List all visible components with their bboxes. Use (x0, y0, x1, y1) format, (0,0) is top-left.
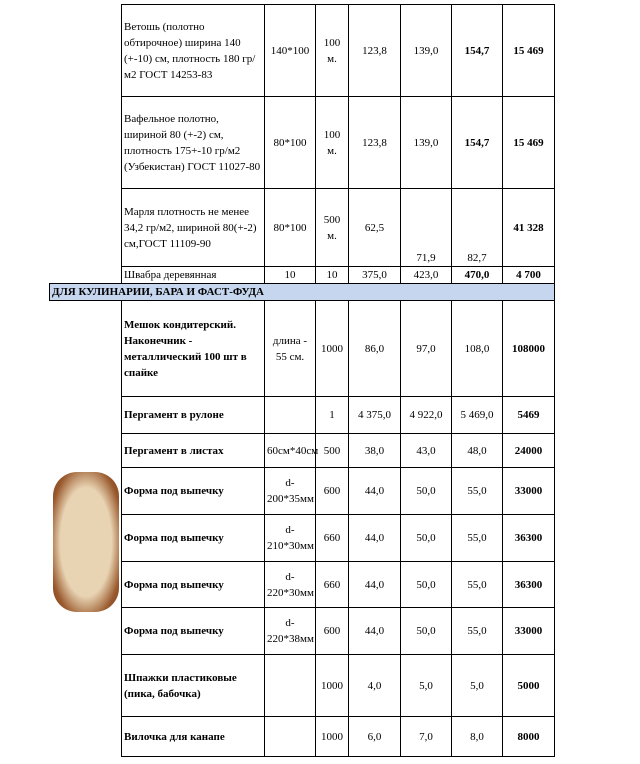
product-name: Форма под выпечку (122, 515, 265, 562)
product-name: Форма под выпечку (122, 468, 265, 515)
price-3: 55,0 (452, 515, 503, 562)
table-row (50, 5, 555, 97)
product-unit: 1000 (316, 655, 349, 717)
product-size (265, 655, 316, 717)
table-row (50, 301, 555, 397)
price-1: 4 375,0 (349, 397, 401, 434)
price-2: 7,0 (401, 717, 452, 757)
price-2: 423,0 (401, 267, 452, 284)
price-2: 139,0 (401, 5, 452, 97)
price-3: 5 469,0 (452, 397, 503, 434)
section-title: ДЛЯ КУЛИНАРИИ, БАРА И ФАСТ-ФУДА (50, 284, 555, 301)
product-size: 80*100 (265, 189, 316, 267)
price-2: 50,0 (401, 515, 452, 562)
product-name: Швабра деревянная (122, 267, 265, 284)
product-name: Вафельное полотно, шириной 80 (+-2) см, плотность 175+-10 гр/м2 (Узбекистан) ГОСТ 11027-80 (122, 97, 265, 189)
product-image-cell (50, 717, 122, 757)
product-size: d-200*35мм (265, 468, 316, 515)
price-2: 50,0 (401, 468, 452, 515)
product-unit: 100 м. (316, 5, 349, 97)
price-2: 50,0 (401, 562, 452, 608)
price-1: 38,0 (349, 434, 401, 468)
price-3: 48,0 (452, 434, 503, 468)
total: 5000 (503, 655, 555, 717)
product-name: Вилочка для канапе (122, 717, 265, 757)
product-size (265, 717, 316, 757)
total: 33000 (503, 468, 555, 515)
product-image-cell (50, 267, 122, 284)
table-row (50, 608, 555, 655)
price-2: 43,0 (401, 434, 452, 468)
price-1: 62,5 (349, 189, 401, 267)
product-image-cell (50, 189, 122, 267)
table-row (50, 717, 555, 757)
product-name: Пергамент в рулоне (122, 397, 265, 434)
total: 5469 (503, 397, 555, 434)
price-1: 44,0 (349, 468, 401, 515)
product-size: 80*100 (265, 97, 316, 189)
product-unit: 500 (316, 434, 349, 468)
product-size: 10 (265, 267, 316, 284)
total: 36300 (503, 562, 555, 608)
product-image-cell (50, 301, 122, 397)
product-unit: 100 м. (316, 97, 349, 189)
section-header-row (50, 284, 555, 301)
product-unit: 600 (316, 608, 349, 655)
product-unit: 1000 (316, 301, 349, 397)
price-2: 97,0 (401, 301, 452, 397)
price-table (49, 4, 555, 757)
price-2: 4 922,0 (401, 397, 452, 434)
product-unit: 10 (316, 267, 349, 284)
product-name: Пергамент в листах (122, 434, 265, 468)
total: 36300 (503, 515, 555, 562)
total: 15 469 (503, 97, 555, 189)
product-name: Шпажки пластиковые (пика, бабочка) (122, 655, 265, 717)
price-3: 55,0 (452, 562, 503, 608)
total: 24000 (503, 434, 555, 468)
product-name: Форма под выпечку (122, 608, 265, 655)
product-size: d-220*38мм (265, 608, 316, 655)
product-size: 60см*40см (265, 434, 316, 468)
price-3: 108,0 (452, 301, 503, 397)
baking-mold-image (53, 472, 119, 612)
product-image-cell (50, 97, 122, 189)
price-3: 154,7 (452, 5, 503, 97)
price-3: 8,0 (452, 717, 503, 757)
table-row (50, 655, 555, 717)
table-row (50, 267, 555, 284)
product-unit: 660 (316, 515, 349, 562)
product-size: длина - 55 см. (265, 301, 316, 397)
price-2: 50,0 (401, 608, 452, 655)
total: 108000 (503, 301, 555, 397)
product-image-cell (50, 397, 122, 434)
product-size: d-220*30мм (265, 562, 316, 608)
product-image-cell (50, 434, 122, 468)
product-unit: 500 м. (316, 189, 349, 267)
product-image-cell (50, 5, 122, 97)
product-image-cell (50, 468, 122, 515)
table-row (50, 189, 555, 267)
total: 15 469 (503, 5, 555, 97)
product-size: 140*100 (265, 5, 316, 97)
price-1: 44,0 (349, 562, 401, 608)
price-1: 44,0 (349, 608, 401, 655)
price-3: 470,0 (452, 267, 503, 284)
price-2: 5,0 (401, 655, 452, 717)
price-2: 139,0 (401, 97, 452, 189)
product-unit: 1 (316, 397, 349, 434)
price-3: 55,0 (452, 468, 503, 515)
price-1: 375,0 (349, 267, 401, 284)
price-1: 123,8 (349, 5, 401, 97)
product-name: Ветошь (полотно обтирочное) ширина 140 (+-10) см, плотность 180 гр/м2 ГОСТ 14253-83 (122, 5, 265, 97)
price-3: 55,0 (452, 608, 503, 655)
product-image-cell (50, 608, 122, 655)
table-row (50, 397, 555, 434)
table-row (50, 562, 555, 608)
total: 33000 (503, 608, 555, 655)
table-row (50, 515, 555, 562)
table-row (50, 468, 555, 515)
price-3: 5,0 (452, 655, 503, 717)
product-unit: 600 (316, 468, 349, 515)
price-1: 6,0 (349, 717, 401, 757)
price-1: 44,0 (349, 515, 401, 562)
product-name: Форма под выпечку (122, 562, 265, 608)
price-3: 82,7 (452, 189, 503, 267)
table-row (50, 434, 555, 468)
price-1: 123,8 (349, 97, 401, 189)
product-unit: 1000 (316, 717, 349, 757)
product-size: d-210*30мм (265, 515, 316, 562)
product-unit: 660 (316, 562, 349, 608)
price-2: 71,9 (401, 189, 452, 267)
table-row (50, 97, 555, 189)
product-image-cell (50, 655, 122, 717)
total: 8000 (503, 717, 555, 757)
product-size (265, 397, 316, 434)
total: 4 700 (503, 267, 555, 284)
price-1: 86,0 (349, 301, 401, 397)
price-3: 154,7 (452, 97, 503, 189)
product-name: Мешок кондитерский. Наконечник - металлический 100 шт в спайке (122, 301, 265, 397)
total: 41 328 (503, 189, 555, 267)
price-1: 4,0 (349, 655, 401, 717)
product-name: Марля плотность не менее 34,2 гр/м2, шириной 80(+-2) см,ГОСТ 11109-90 (122, 189, 265, 267)
